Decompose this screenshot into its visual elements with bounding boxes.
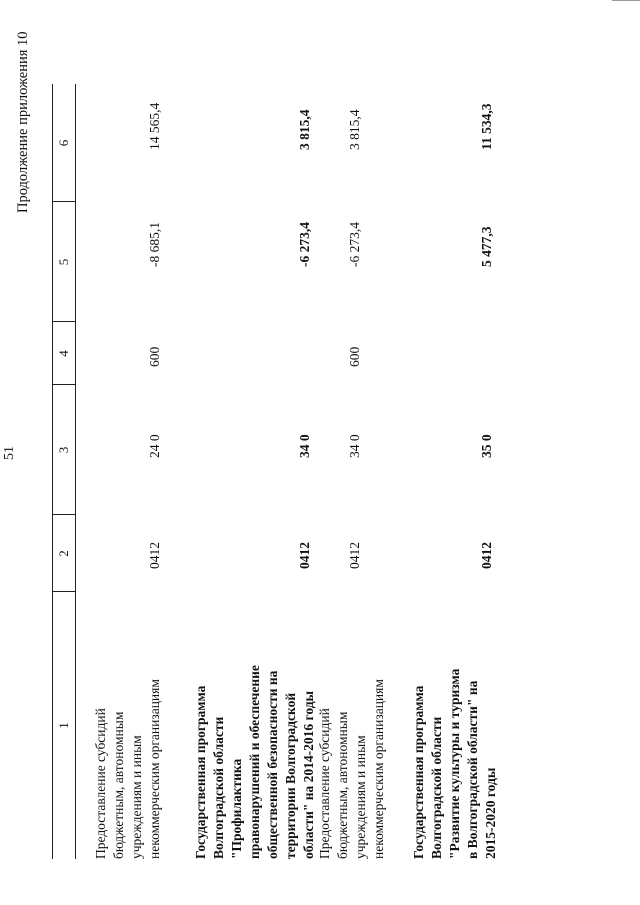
header-col-6: 6	[56, 139, 71, 147]
header-col-1: 1	[56, 722, 71, 729]
row-program: 35 0	[479, 434, 494, 458]
row-program: 34 0	[347, 434, 362, 458]
row-description: Предоставление субсидий бюджетным, автономным учреждениям и иным некоммерческим организациям	[317, 679, 386, 859]
row-section: 0412	[347, 542, 362, 569]
row-total: 3 815,4	[347, 109, 362, 150]
row-total: 3 815,4	[297, 109, 312, 150]
row-change: -8 685,1	[147, 222, 162, 267]
row-type: 600	[147, 346, 162, 367]
row-change: -6 273,4	[297, 222, 312, 267]
page-number: 51	[2, 446, 17, 460]
row-section: 0412	[479, 542, 494, 569]
row-section: 0412	[297, 542, 312, 569]
row-description: Государственная программа Волгоградской области "Развитие культуры и туризма в Волгоградской области" на 2015-2020 годы	[411, 668, 498, 859]
row-program: 34 0	[297, 434, 312, 458]
row-description: Предоставление субсидий бюджетным, автономным учреждениям и иным некоммерческим организациям	[93, 679, 162, 859]
row-section: 0412	[147, 542, 162, 569]
row-type: 600	[347, 346, 362, 367]
header-col-5: 5	[56, 258, 71, 266]
header-col-3: 3	[56, 446, 71, 454]
row-program: 24 0	[147, 434, 162, 458]
row-total: 11 534,3	[479, 103, 494, 150]
row-change: -6 273,4	[347, 222, 362, 267]
row-description: Государственная программа Волгоградской области "Профилактика правонарушений и обеспечение общественной безопасности на территории Волгоградской области" на 2014-2016 годы	[193, 665, 316, 859]
continuation-note: Продолжение приложения 10	[15, 31, 31, 213]
header-col-2: 2	[56, 550, 71, 557]
header-col-4: 4	[56, 350, 71, 357]
row-total: 14 565,4	[147, 102, 162, 150]
row-change: 5 477,3	[479, 226, 494, 267]
